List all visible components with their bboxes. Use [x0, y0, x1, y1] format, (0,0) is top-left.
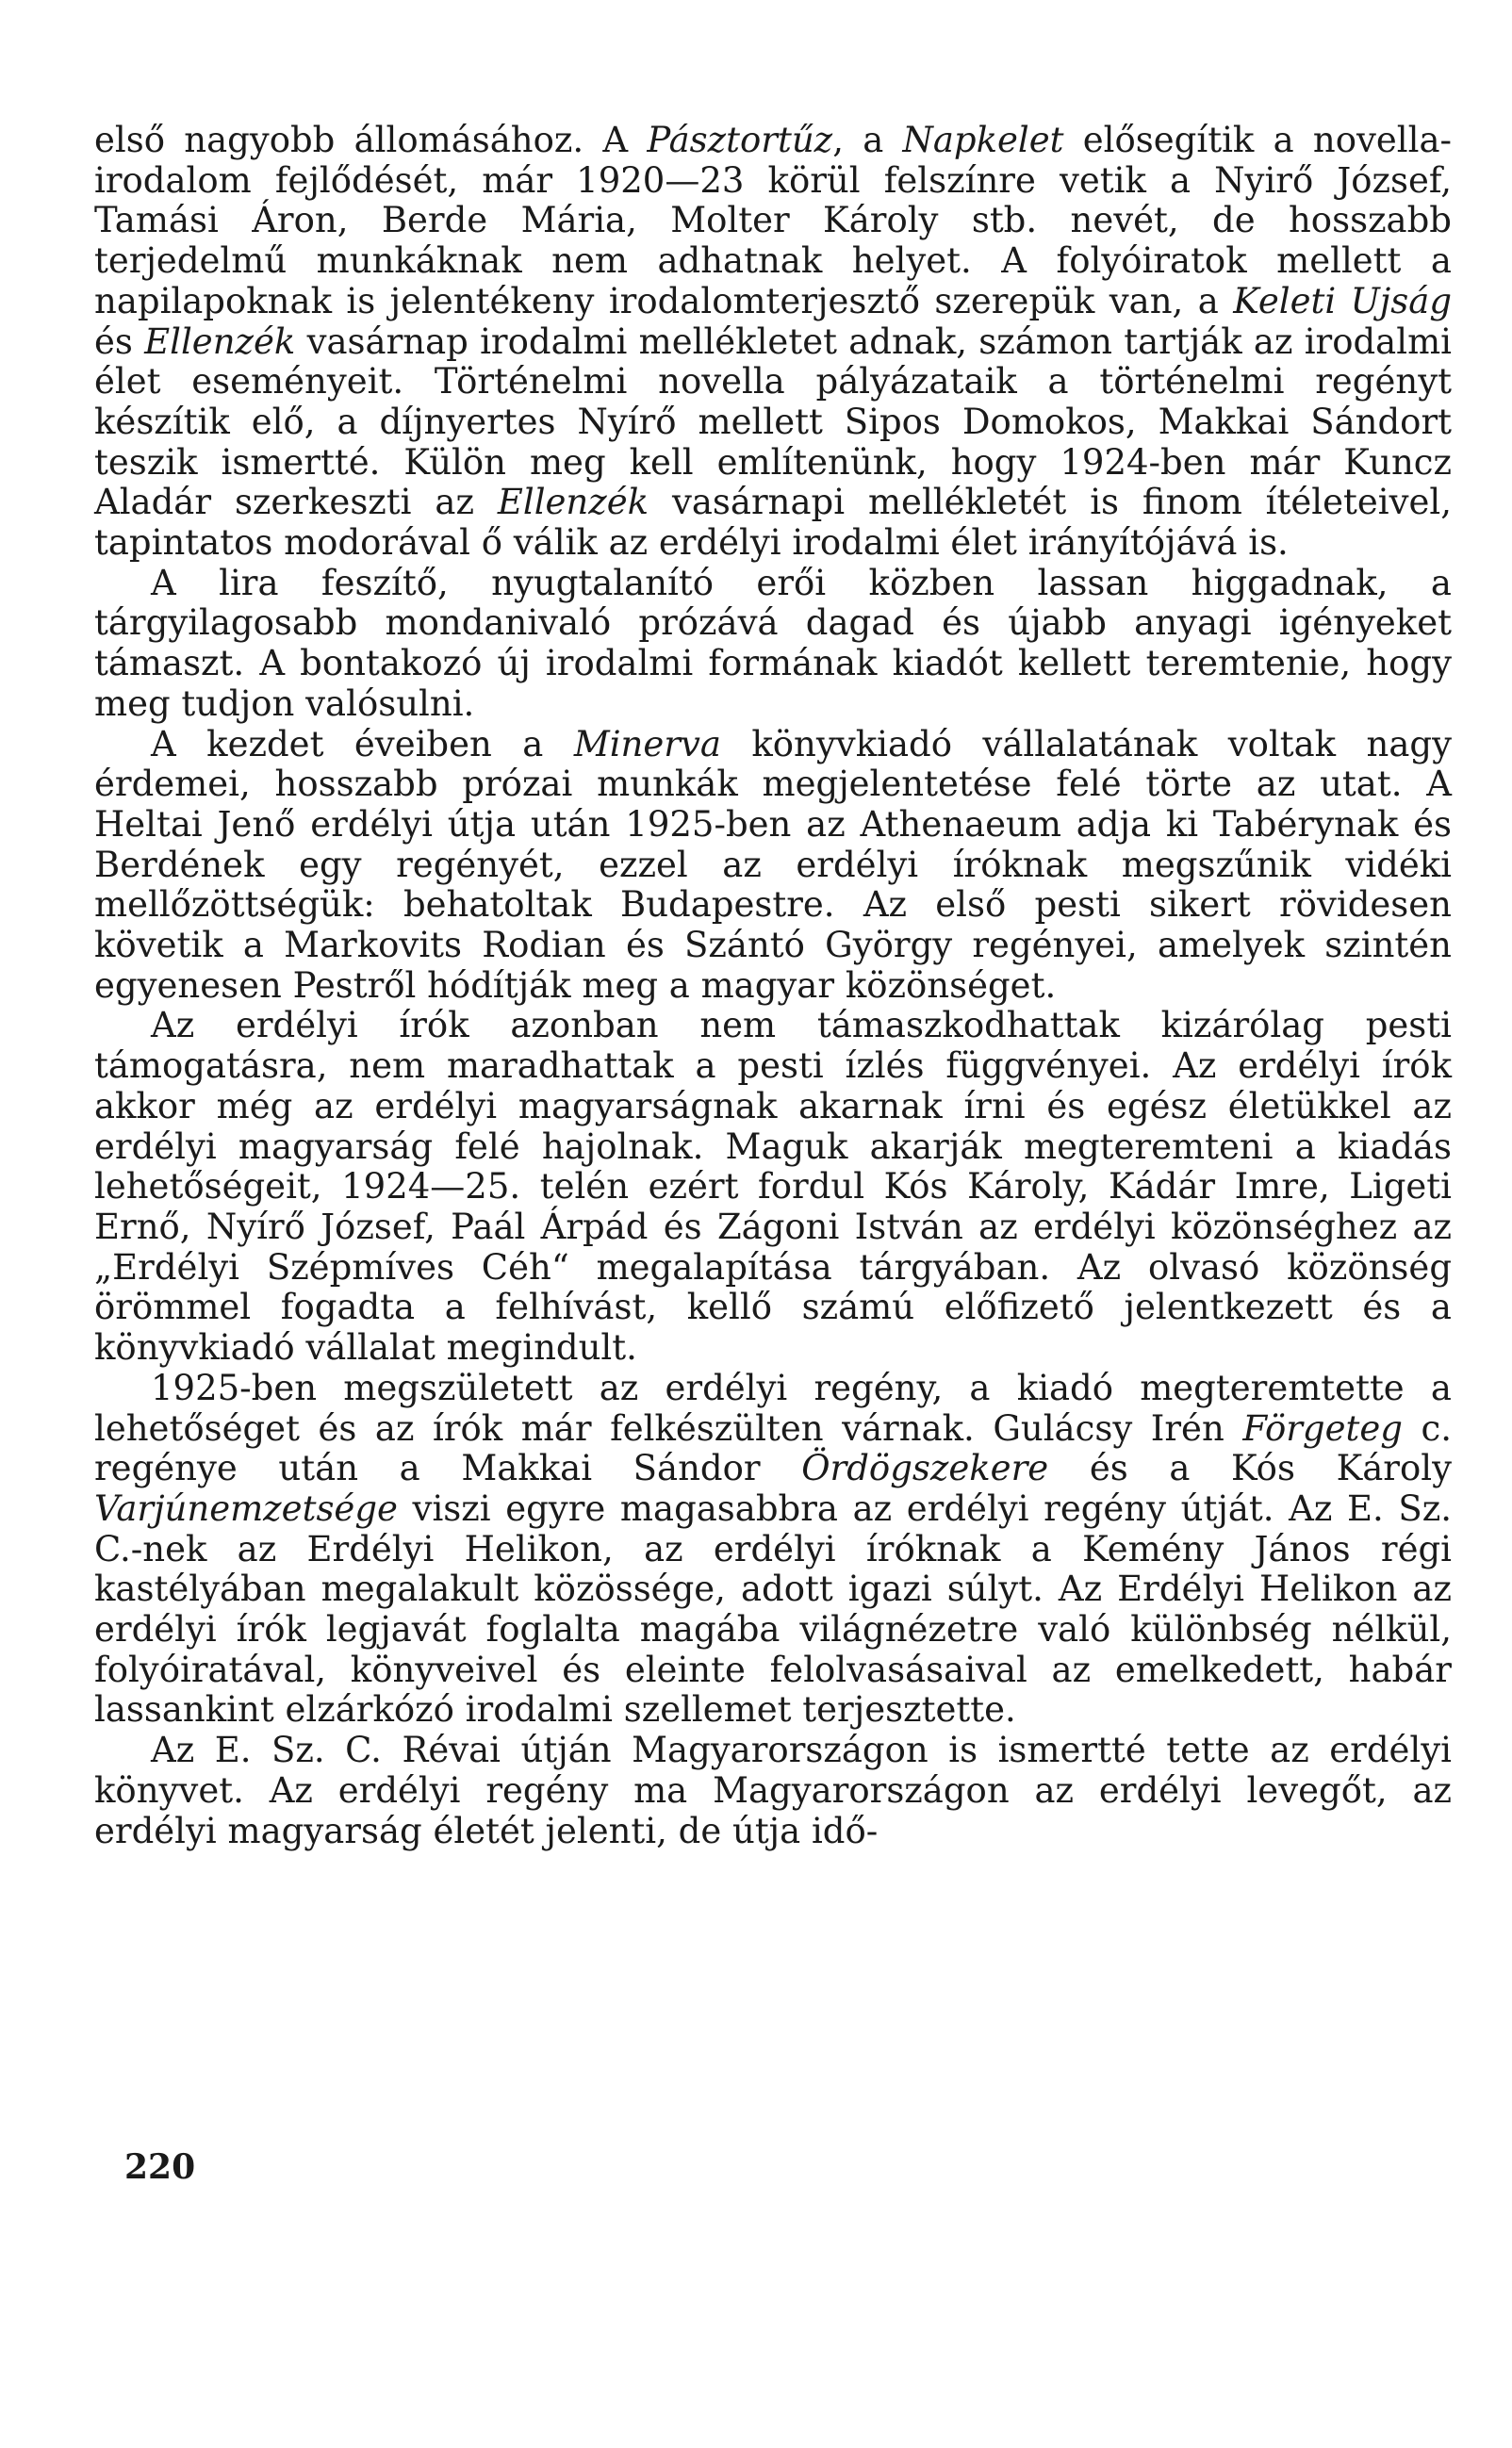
italic-title: Napkelet — [902, 120, 1064, 160]
text-run: vasárnap irodalmi mellékletet adnak, számon tartják az irodalmi élet eseményeit. Történelmi novella pályázataik a történelmi regényt készítik elő, a díjnyertes Nyírő mellett Sipos Domokos, Makkai Sándort teszik ismertté. Külön meg kell említenünk, hogy 1924-ben már Kuncz Aladár szerkeszti az — [94, 320, 1452, 523]
text-run: , a — [832, 120, 903, 160]
text-run: A lira feszítő, nyugtalanító erői közben lassan higgadnak, a tárgyilagosabb mondanivaló prózává dagad és újabb anyagi igényeket támaszt. A bontakozó új irodalmi formának kiadót kellett teremtenie, hogy meg tudjon valósulni. — [94, 562, 1452, 724]
text-run: c. regénye után a Makkai Sándor — [94, 1407, 1452, 1489]
paragraph-4 — [94, 1006, 1452, 1368]
text-run: elősegítik a novella-irodalom fejlődését, már 1920—23 körül felszínre vetik a Nyirő József, Tamási Áron, Berde Mária, Molter Károly stb. nevét, de hosszabb terjedelmű munkáknak nem adhatnak helyet. A folyóiratok mellett a napilapoknak is jelentékeny irodalomterjesztő szerepük van, a — [94, 120, 1453, 321]
text-run: és a Kós Károly — [1048, 1448, 1452, 1489]
italic-title: Förgeteg — [1242, 1407, 1403, 1449]
text-run: vasárnapi mellékletét is finom ítéleteivel, tapintatos modorával ő válik az erdélyi irodalmi élet irányítójává is. — [94, 482, 1453, 564]
italic-title: Keleti Ujság — [1233, 280, 1453, 321]
paragraph-6 — [94, 1731, 1452, 1851]
text-run: 1925-ben megszületett az erdélyi regény, a kiadó megteremtette a lehetőséget és az írók már felkészülten várnak. Gulácsy Irén — [94, 1367, 1452, 1449]
text-run: A kezdet éveiben a — [151, 723, 574, 764]
page-body — [94, 121, 1452, 1851]
paragraph-5 — [94, 1369, 1452, 1731]
italic-title: Ördögszekere — [801, 1448, 1049, 1489]
paragraph-1 — [94, 121, 1452, 564]
italic-title: Minerva — [573, 723, 721, 764]
italic-title: Ellenzék — [497, 482, 649, 523]
paragraph-2 — [94, 564, 1452, 725]
italic-title: Varjúnemzetsége — [94, 1487, 398, 1529]
italic-title: Pásztortűz — [647, 120, 833, 160]
paragraph-3 — [94, 725, 1452, 1007]
page-number: 220 — [124, 2147, 196, 2187]
text-run: viszi egyre magasabbra az erdélyi regény útját. Az E. Sz. C.-nek az Erdélyi Helikon, az erdélyi íróknak a Kemény János régi kastélyában megalakult közössége, adott igazi súlyt. Az Erdélyi Helikon az erdélyi írók legjavát foglalta magába világnézetre való különbség nélkül, folyóiratával, könyveivel és eleinte felolvasásaival az emelkedett, habár lassankint elzárkózó irodalmi szellemet terjesztette. — [94, 1487, 1452, 1731]
text-run: első nagyobb állomásához. A — [94, 120, 648, 160]
text-run: könyvkiadó vállalatának voltak nagy érdemei, hosszabb prózai munkák megjelentetése felé törte az utat. A Heltai Jenő erdélyi útja után 1925-ben az Athenaeum adja ki Tabérynak és Berdének egy regényét, ezzel az erdélyi íróknak megszűnik vidéki mellőzöttségük: behatoltak Budapestre. Az első pesti sikert rövidesen követik a Markovits Rodian és Szántó György regényei, amelyek szintén egyenesen Pestről hódítják meg a magyar közönséget. — [94, 723, 1452, 1006]
text-run: és — [94, 320, 145, 362]
italic-title: Ellenzék — [144, 320, 296, 362]
text-run: Az erdélyi írók azonban nem támaszkodhattak kizárólag pesti támogatásra, nem maradhattak a pesti ízlés függvényei. Az erdélyi írók akkor még az erdélyi magyarságnak akarnak írni és egész életükkel az erdélyi magyarság felé hajolnak. Maguk akarják megteremteni a kiadás lehetőségeit, 1924—25. telén ezért fordul Kós Károly, Kádár Imre, Ligeti Ernő, Nyírő József, Paál Árpád és Zágoni István az erdélyi közönséghez az „Erdélyi Szépmíves Céh“ megalapítása tárgyában. Az olvasó közönség örömmel fogadta a felhívást, kellő számú előfizető jelentkezett és a könyvkiadó vállalat megindult. — [94, 1005, 1452, 1369]
text-run: Az E. Sz. C. Révai útján Magyarországon is ismertté tette az erdélyi könyvet. Az erdélyi regény ma Magyarországon az erdélyi levegőt, az erdélyi magyarság életét jelenti, de útja idő- — [94, 1730, 1452, 1851]
